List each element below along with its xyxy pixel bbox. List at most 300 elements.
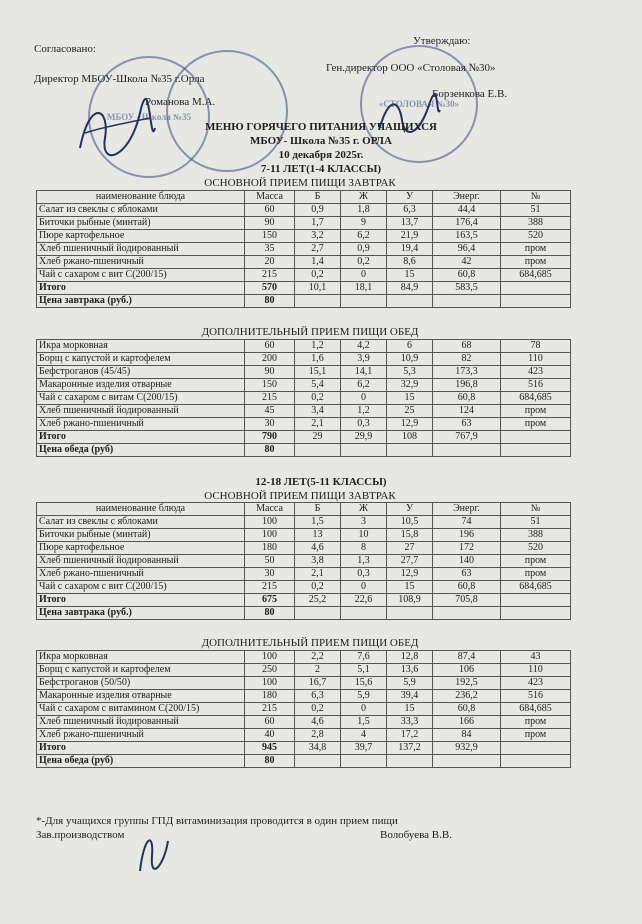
value-cell: 84,9 [387,282,433,295]
table-row [37,217,571,230]
table-header-row [37,191,571,204]
value-cell: 15,1 [295,366,341,379]
value-cell: 100 [245,677,295,690]
value-cell: 2 [295,664,341,677]
empty-cell [501,295,571,308]
value-cell: 1,5 [341,716,387,729]
age2-breakfast-table [36,502,571,620]
dish-name-cell: Макаронные изделия отварные [37,690,245,703]
dish-name-cell: Чай с сахаром с вит С(200/15) [37,269,245,282]
column-header: Б [295,191,341,204]
value-cell: 684,685 [501,392,571,405]
dish-name-cell: Итого [37,742,245,755]
value-cell: 423 [501,366,571,379]
age1-breakfast-table [36,190,571,308]
value-cell: 1,6 [295,353,341,366]
value-cell: 1,5 [295,516,341,529]
value-cell: 3,2 [295,230,341,243]
value-cell: 0,2 [341,256,387,269]
empty-cell [433,295,501,308]
value-cell: 767,9 [433,431,501,444]
value-cell: 196 [433,529,501,542]
dish-name-cell: Чай с сахаром с витамином С(200/15) [37,703,245,716]
value-cell: 215 [245,392,295,405]
value-cell: 0 [341,703,387,716]
value-cell: 196,8 [433,379,501,392]
value-cell: 51 [501,204,571,217]
value-cell: 90 [245,366,295,379]
value-cell: 45 [245,405,295,418]
value-cell: 684,685 [501,269,571,282]
table-row [37,418,571,431]
table-row [37,243,571,256]
value-cell: 2,1 [295,568,341,581]
table-row [37,729,571,742]
value-cell: 108 [387,431,433,444]
value-cell: 13,6 [387,664,433,677]
value-cell: 60,8 [433,269,501,282]
value-cell: 50 [245,555,295,568]
value-cell: 176,4 [433,217,501,230]
value-cell: 13 [295,529,341,542]
empty-cell [341,295,387,308]
empty-cell [501,444,571,457]
value-cell: 14,1 [341,366,387,379]
value-cell: 8,6 [387,256,433,269]
value-cell: 63 [433,568,501,581]
production-manager-label: Зав.производством [36,829,125,841]
empty-cell [433,444,501,457]
age1-lunch-title: ДОПОЛНИТЕЛЬНЫЙ ПРИЕМ ПИЩИ ОБЕД [201,326,419,338]
value-cell: 236,2 [433,690,501,703]
empty-cell [295,607,341,620]
value-cell: 166 [433,716,501,729]
table-row [37,269,571,282]
value-cell: 1,7 [295,217,341,230]
total-row [37,742,571,755]
value-cell: 51 [501,516,571,529]
price-row [37,444,571,457]
dish-name-cell: Хлеб ржано-пшеничный [37,729,245,742]
value-cell: 0,9 [295,204,341,217]
dish-name-cell: Хлеб ржано-пшеничный [37,568,245,581]
age1-breakfast-title: ОСНОВНОЙ ПРИЕМ ПИЩИ ЗАВТРАК [204,177,396,189]
value-cell: 932,9 [433,742,501,755]
production-manager-name: Волобуева В.В. [380,829,452,841]
dish-name-cell: Пюре картофельное [37,542,245,555]
empty-cell [387,295,433,308]
table-row [37,256,571,269]
empty-cell [501,607,571,620]
value-cell: 6,2 [341,379,387,392]
value-cell: 124 [433,405,501,418]
dish-name-cell: Хлеб пшеничный йодированный [37,243,245,256]
value-cell: 63 [433,418,501,431]
value-cell: 790 [245,431,295,444]
value-cell: 150 [245,230,295,243]
value-cell: 200 [245,353,295,366]
age2-lunch-title: ДОПОЛНИТЕЛЬНЫЙ ПРИЕМ ПИЩИ ОБЕД [201,637,419,649]
value-cell: 60 [245,340,295,353]
value-cell: 180 [245,542,295,555]
value-cell: 6,3 [295,690,341,703]
empty-cell [433,755,501,768]
value-cell: 583,5 [433,282,501,295]
dish-name-cell: Хлеб пшеничный йодированный [37,405,245,418]
value-cell: 3 [341,516,387,529]
price-row [37,607,571,620]
value-cell: 44,4 [433,204,501,217]
value-cell: 137,2 [387,742,433,755]
value-cell: 9 [341,217,387,230]
table-row [37,340,571,353]
value-cell: 17,2 [387,729,433,742]
dish-name-cell: Хлеб ржано-пшеничный [37,256,245,269]
table-row [37,542,571,555]
value-cell: 516 [501,379,571,392]
table-row [37,703,571,716]
dish-name-cell: Бефстроганов (45/45) [37,366,245,379]
menu-title: МЕНЮ ГОРЯЧЕГО ПИТАНИЯ УЧАЩИХСЯ [204,121,438,133]
age-group-2-heading: 12-18 ЛЕТ(5-11 КЛАССЫ) [255,476,387,488]
value-cell [501,742,571,755]
value-cell: пром [501,243,571,256]
value-cell: пром [501,418,571,431]
value-cell: 0,2 [295,392,341,405]
value-cell: 2,7 [295,243,341,256]
age2-breakfast-title: ОСНОВНОЙ ПРИЕМ ПИЩИ ЗАВТРАК [204,490,396,502]
footnote: *-Для учащихся группы ГПД витаминизация проводится в один прием пищи [36,815,398,827]
dish-name-cell: Пюре картофельное [37,230,245,243]
empty-cell [295,444,341,457]
value-cell: 675 [245,594,295,607]
value-cell: 32,9 [387,379,433,392]
dish-name-cell: Салат из свеклы с яблоками [37,204,245,217]
value-cell: пром [501,256,571,269]
value-cell: 15,6 [341,677,387,690]
value-cell: 33,3 [387,716,433,729]
empty-cell [341,444,387,457]
dish-name-cell: Макаронные изделия отварные [37,379,245,392]
left-signatory-name: Романова М.А. [145,96,216,108]
dish-name-cell: Цена обеда (руб) [37,755,245,768]
value-cell: 163,5 [433,230,501,243]
value-cell: 15 [387,703,433,716]
table-header-row [37,503,571,516]
dish-name-cell: Чай с сахаром с витам С(200/15) [37,392,245,405]
value-cell: 1,2 [295,340,341,353]
production-signature [132,826,172,876]
value-cell: 0 [341,581,387,594]
value-cell: 10,5 [387,516,433,529]
total-row [37,594,571,607]
school-seal-text: МБОУ - Школа №35 [106,112,192,122]
value-cell: 80 [245,295,295,308]
value-cell: 40 [245,729,295,742]
value-cell: 8 [341,542,387,555]
total-row [37,431,571,444]
value-cell: 60,8 [433,392,501,405]
column-header: У [387,503,433,516]
age1-lunch-table [36,339,571,457]
left-position: Директор МБОУ-Школа №35 г.Орла [34,73,205,85]
value-cell: 6,2 [341,230,387,243]
value-cell: 20 [245,256,295,269]
table-row [37,581,571,594]
value-cell: 1,8 [341,204,387,217]
dish-name-cell: Итого [37,282,245,295]
value-cell: 0,3 [341,568,387,581]
value-cell: 520 [501,230,571,243]
value-cell: 215 [245,703,295,716]
value-cell: 10,1 [295,282,341,295]
price-row [37,755,571,768]
value-cell: 4,2 [341,340,387,353]
value-cell: 100 [245,516,295,529]
value-cell: 684,685 [501,581,571,594]
value-cell: 90 [245,217,295,230]
table-row [37,529,571,542]
column-header: Ж [341,191,387,204]
dish-name-cell: Чай с сахаром с вит С(200/15) [37,581,245,594]
table-row [37,204,571,217]
value-cell: 0,2 [295,269,341,282]
value-cell: 110 [501,353,571,366]
value-cell: 0 [341,269,387,282]
dish-name-cell: Итого [37,431,245,444]
table-row [37,405,571,418]
value-cell: 3,9 [341,353,387,366]
value-cell: 388 [501,529,571,542]
value-cell: 0,9 [341,243,387,256]
table-row [37,716,571,729]
value-cell: 140 [433,555,501,568]
table-row [37,353,571,366]
column-header: У [387,191,433,204]
value-cell: 10 [341,529,387,542]
menu-date: 10 декабря 2025г. [278,149,364,161]
value-cell: 180 [245,690,295,703]
value-cell: 18,1 [341,282,387,295]
value-cell: 705,8 [433,594,501,607]
value-cell: 15,8 [387,529,433,542]
value-cell: 4,6 [295,716,341,729]
value-cell: 5,3 [387,366,433,379]
value-cell: 29,9 [341,431,387,444]
value-cell: 5,9 [387,677,433,690]
value-cell: 215 [245,581,295,594]
value-cell: 25,2 [295,594,341,607]
dish-name-cell: Хлеб пшеничный йодированный [37,716,245,729]
table-row [37,555,571,568]
value-cell: 388 [501,217,571,230]
value-cell: 520 [501,542,571,555]
value-cell: 12,9 [387,418,433,431]
dish-name-cell: Хлеб ржано-пшеничный [37,418,245,431]
value-cell: 0,2 [295,581,341,594]
value-cell: 39,7 [341,742,387,755]
table-row [37,568,571,581]
value-cell: 82 [433,353,501,366]
empty-cell [341,755,387,768]
value-cell: 1,2 [341,405,387,418]
value-cell: 4,6 [295,542,341,555]
value-cell: пром [501,405,571,418]
value-cell: 78 [501,340,571,353]
value-cell: 30 [245,418,295,431]
empty-cell [387,755,433,768]
dish-name-cell: Борщ с капустой и картофелем [37,353,245,366]
value-cell [501,282,571,295]
column-header: Масса [245,191,295,204]
column-header: Масса [245,503,295,516]
value-cell: 68 [433,340,501,353]
value-cell: 25 [387,405,433,418]
age2-lunch-table [36,650,571,768]
value-cell: 570 [245,282,295,295]
price-row [37,295,571,308]
table-row [37,664,571,677]
column-header: Энерг. [433,191,501,204]
value-cell: 12,8 [387,651,433,664]
value-cell: 4 [341,729,387,742]
value-cell: 684,685 [501,703,571,716]
approved-label: Утверждаю: [413,35,471,47]
value-cell: 80 [245,755,295,768]
value-cell: пром [501,555,571,568]
value-cell: 215 [245,269,295,282]
value-cell: 172 [433,542,501,555]
agreed-label: Согласовано: [34,43,96,55]
column-header: Б [295,503,341,516]
dish-name-cell: Бефстроганов (50/50) [37,677,245,690]
value-cell: 2,2 [295,651,341,664]
school-name: МБОУ- Школа №35 г. ОРЛА [250,135,392,147]
age-group-1-heading: 7-11 ЛЕТ(1-4 КЛАССЫ) [260,163,382,175]
value-cell: 13,7 [387,217,433,230]
value-cell: 12,9 [387,568,433,581]
value-cell: 60 [245,716,295,729]
value-cell: 60 [245,204,295,217]
empty-cell [387,444,433,457]
value-cell: 29 [295,431,341,444]
total-row [37,282,571,295]
dish-name-cell: Хлеб пшеничный йодированный [37,555,245,568]
value-cell: 5,1 [341,664,387,677]
value-cell: пром [501,716,571,729]
value-cell: 96,4 [433,243,501,256]
value-cell: 110 [501,664,571,677]
value-cell: 100 [245,651,295,664]
dish-name-cell: Икра морковная [37,651,245,664]
value-cell: 3,8 [295,555,341,568]
column-header: Энерг. [433,503,501,516]
value-cell: 39,4 [387,690,433,703]
value-cell: 35 [245,243,295,256]
table-row [37,677,571,690]
value-cell: 60,8 [433,703,501,716]
table-row [37,651,571,664]
right-position: Ген.директор ООО «Столовая №30» [326,62,496,74]
value-cell: 2,8 [295,729,341,742]
value-cell: 15 [387,392,433,405]
value-cell: 1,3 [341,555,387,568]
value-cell: 43 [501,651,571,664]
value-cell: 173,3 [433,366,501,379]
value-cell: 0,3 [341,418,387,431]
value-cell: 150 [245,379,295,392]
value-cell: 84 [433,729,501,742]
value-cell: 21,9 [387,230,433,243]
value-cell: 192,5 [433,677,501,690]
value-cell: 1,4 [295,256,341,269]
canteen-seal-text: «СТОЛОВАЯ №30» [378,99,460,109]
column-header: № [501,191,571,204]
empty-cell [501,755,571,768]
value-cell: 945 [245,742,295,755]
value-cell: 108,9 [387,594,433,607]
empty-cell [295,295,341,308]
value-cell: 250 [245,664,295,677]
empty-cell [341,607,387,620]
value-cell: 80 [245,607,295,620]
value-cell: 87,4 [433,651,501,664]
table-row [37,379,571,392]
value-cell: 22,6 [341,594,387,607]
value-cell: 106 [433,664,501,677]
value-cell: пром [501,729,571,742]
value-cell: 80 [245,444,295,457]
value-cell: пром [501,568,571,581]
value-cell: 0,2 [295,703,341,716]
value-cell: 3,4 [295,405,341,418]
dish-name-cell: Биточки рыбные (минтай) [37,529,245,542]
value-cell: 6,3 [387,204,433,217]
value-cell: 60,8 [433,581,501,594]
value-cell: 5,9 [341,690,387,703]
value-cell: 19,4 [387,243,433,256]
value-cell: 423 [501,677,571,690]
value-cell: 7,6 [341,651,387,664]
value-cell: 42 [433,256,501,269]
value-cell [501,594,571,607]
value-cell: 34,8 [295,742,341,755]
dish-name-cell: Цена завтрака (руб.) [37,295,245,308]
value-cell: 30 [245,568,295,581]
value-cell: 5,4 [295,379,341,392]
right-signatory-name: Борзенкова Е.В. [432,88,508,100]
table-row [37,690,571,703]
empty-cell [433,607,501,620]
value-cell: 0 [341,392,387,405]
dish-name-cell: Итого [37,594,245,607]
column-header: Ж [341,503,387,516]
value-cell: 100 [245,529,295,542]
value-cell: 15 [387,581,433,594]
column-header: наименование блюда [37,503,245,516]
value-cell: 10,9 [387,353,433,366]
dish-name-cell: Цена обеда (руб) [37,444,245,457]
value-cell: 2,1 [295,418,341,431]
dish-name-cell: Борщ с капустой и картофелем [37,664,245,677]
dish-name-cell: Салат из свеклы с яблоками [37,516,245,529]
dish-name-cell: Цена завтрака (руб.) [37,607,245,620]
empty-cell [295,755,341,768]
value-cell [501,431,571,444]
dish-name-cell: Биточки рыбные (минтай) [37,217,245,230]
column-header: наименование блюда [37,191,245,204]
value-cell: 15 [387,269,433,282]
